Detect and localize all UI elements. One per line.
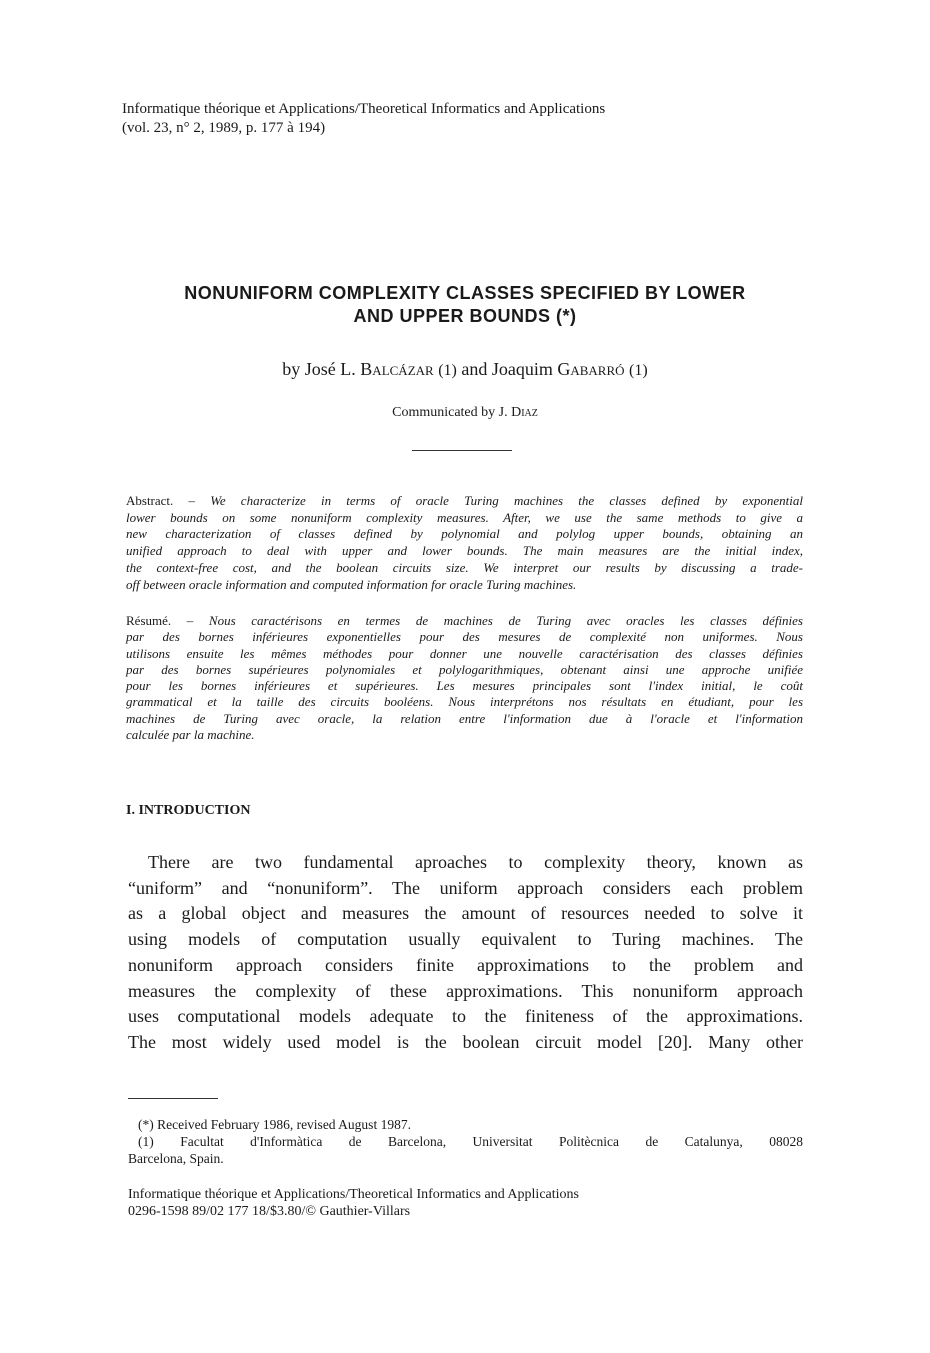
intro-line-8: The most widely used model is the boolean circuit model [20]. Many other	[128, 1031, 803, 1052]
abstract-line-2: lower bounds on some nonuniform complexity measures. After, we use the same methods to give a	[126, 509, 803, 525]
intro-line-7: uses computational models adequate to the finiteness of the approximations.	[128, 1006, 803, 1027]
communicated-name: Diaz	[511, 405, 538, 420]
abstract	[126, 493, 803, 593]
journal-footer-line-2: 0296-1598 89/02 177 18/$3.80/© Gauthier-Villars	[128, 1204, 411, 1219]
paper-title-line-1: NONUNIFORM COMPLEXITY CLASSES SPECIFIED BY LOWER	[184, 283, 746, 303]
author-2-last-name: Gabarró	[557, 359, 625, 379]
abstract-text-1: We characterize in terms of oracle Turing machines the classes defined by exponential	[210, 493, 803, 508]
paper-title	[100, 282, 830, 328]
journal-header-line-2: (vol. 23, n° 2, 1989, p. 177 à 194)	[122, 120, 326, 136]
footnote-affiliation-line-2: Barcelona, Spain.	[128, 1151, 224, 1166]
intro-line-2: “uniform” and “nonuniform”. The uniform approach considers each problem	[128, 877, 803, 898]
abstract-line-6: off between oracle information and computed information for oracle Turing machines.	[126, 576, 577, 592]
author-and: and	[461, 359, 488, 379]
intro-line-5: nonuniform approach considers finite approximations to the problem and	[128, 954, 803, 975]
journal-footer	[128, 1186, 828, 1220]
resume-lead: Résumé. –	[126, 613, 194, 628]
author-1-first-name: José L.	[304, 359, 356, 379]
author-2-footnote-mark: (1)	[629, 362, 648, 379]
journal-footer-line-1: Informatique théorique et Applications/Theoretical Informatics and Applications	[128, 1187, 579, 1202]
resume-line-4: par des bornes supérieures polynomiales et polylogarithmiques, obtenant ainsi une approche unifiée	[126, 661, 803, 677]
introduction-body	[128, 850, 803, 1056]
intro-line-4: using models of computation usually equivalent to Turing machines. The	[128, 929, 803, 950]
footnotes	[128, 1116, 803, 1167]
resume-line-3: utilisons ensuite les mêmes méthodes pour donner une nouvelle caractérisation des classes définies	[126, 645, 803, 661]
author-1-last-name: Balcázar	[360, 359, 434, 379]
communicated-prefix: Communicated by J.	[392, 405, 508, 420]
resume-line-2: par des bornes inférieures exponentielles pour des mesures de complexité non uniformes. Nous	[126, 629, 803, 645]
resume-line-1	[126, 613, 803, 629]
resume-text-1: Nous caractérisons en termes de machines de Turing avec oracles les classes définies	[208, 613, 803, 628]
journal-header-line-1: Informatique théorique et Applications/Theoretical Informatics and Applications	[122, 101, 606, 117]
resume-line-5: pour les bornes inférieures et supérieures. Les mesures principales sont l'index initial, le coût	[126, 678, 803, 694]
title-divider	[412, 450, 512, 451]
resume-line-7: machines de Turing avec oracle, la relation entre l'information due à l'oracle et l'information	[126, 710, 803, 726]
intro-line-3: as a global object and measures the amount of resources needed to solve it	[128, 903, 803, 924]
section-heading-introduction: I. INTRODUCTION	[126, 803, 251, 818]
intro-line-1: There are two fundamental aproaches to complexity theory, known as	[148, 852, 803, 872]
resume-line-8: calculée par la machine.	[126, 727, 255, 743]
communicated-by	[100, 404, 830, 422]
footnote-received: (*) Received February 1986, revised August 1987.	[138, 1117, 411, 1132]
abstract-lead: Abstract. –	[126, 493, 195, 508]
abstract-line-4: unified approach to deal with upper and lower bounds. The main measures are the initial index,	[126, 543, 803, 559]
footnote-affiliation-line-1: (1) Facultat d'Informàtica de Barcelona, Universitat Politècnica de Catalunya, 08028	[138, 1134, 803, 1149]
journal-header	[122, 100, 822, 138]
footnote-divider	[128, 1098, 218, 1099]
author-2-first-name: Joaquim	[491, 359, 553, 379]
resume-line-6: grammatical et la taille des circuits booléens. Nous interprétons nos résultats en étudiant, pour les	[126, 694, 803, 710]
author-line	[100, 357, 830, 383]
abstract-line-3: new characterization of classes defined by polynomial and polylog upper bounds, obtaining an	[126, 526, 803, 542]
paper-title-line-2: AND UPPER BOUNDS (*)	[353, 306, 577, 326]
resume	[126, 613, 803, 743]
intro-line-6: measures the complexity of these approximations. This nonuniform approach	[128, 980, 803, 1001]
author-1-footnote-mark: (1)	[438, 362, 457, 379]
abstract-line-5: the context-free cost, and the boolean circuits size. We interpret our results by discussing a trade-	[126, 559, 803, 575]
author-by: by	[282, 359, 301, 379]
abstract-line-1	[126, 493, 803, 510]
